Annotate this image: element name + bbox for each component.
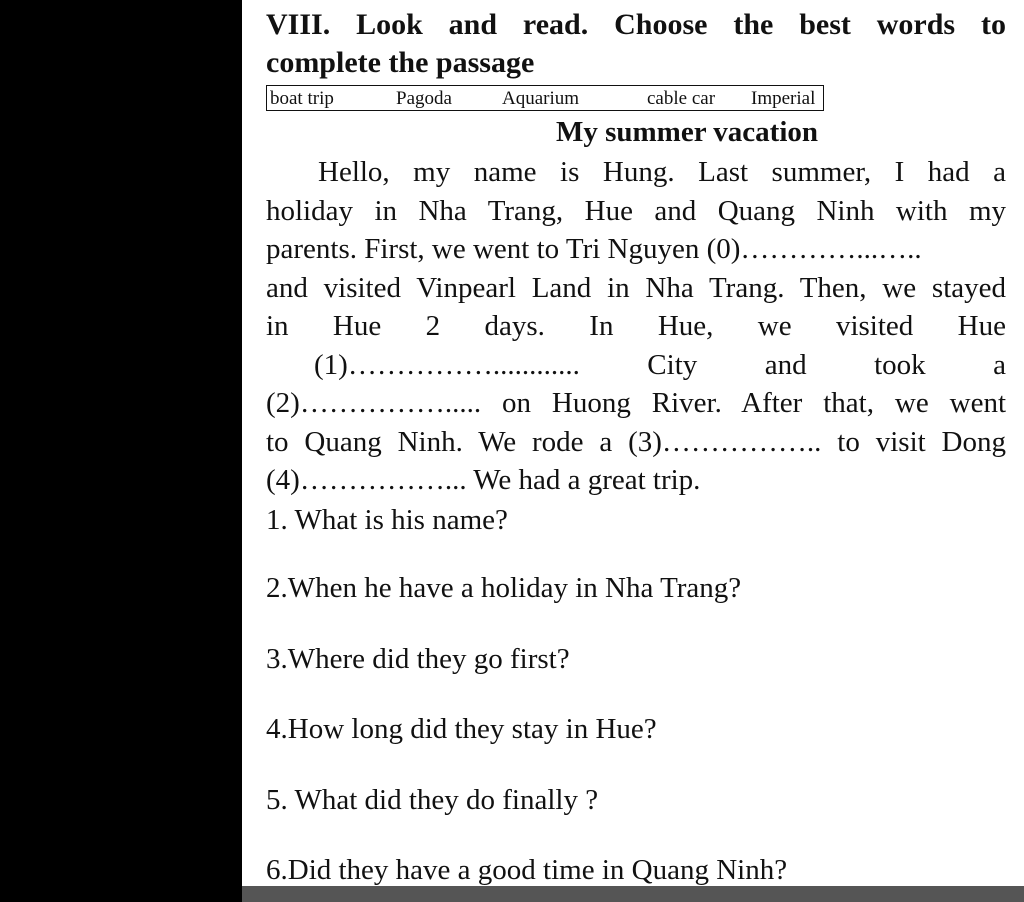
word-bank-item: boat trip: [270, 88, 334, 109]
word-bank-item: Aquarium: [502, 88, 580, 109]
question-5: 5. What did they do finally ?: [266, 784, 599, 816]
passage-line: (2)……………..... on Huong River. After that, we went: [266, 387, 1006, 419]
question-2: 2.When he have a holiday in Nha Trang?: [266, 572, 742, 604]
passage-line: parents. First, we went to Tri Nguyen (0)…………...…..: [266, 233, 922, 265]
bottom-scroll-bar: [242, 886, 1024, 902]
question-6: 6.Did they have a good time in Quang Ninh?: [266, 854, 788, 886]
exercise-title-line-2: complete the passage: [266, 46, 535, 79]
question-4: 4.How long did they stay in Hue?: [266, 713, 657, 745]
passage-line: and visited Vinpearl Land in Nha Trang. Then, we stayed: [266, 271, 1006, 304]
word-bank-item: cable car: [647, 88, 716, 109]
passage-line: holiday in Nha Trang, Hue and Quang Ninh with my: [266, 194, 1006, 227]
passage-text: [266, 153, 1006, 500]
word-bank-item: Pagoda: [396, 88, 452, 109]
exercise-title-line-1: VIII. Look and read. Choose the best words to: [266, 8, 1006, 41]
passage-line: (1)……………............ City and took a: [314, 348, 1006, 381]
passage-line: to Quang Ninh. We rode a (3)…………….. to visit Dong: [266, 425, 1006, 458]
worksheet-page: [242, 0, 1024, 886]
word-bank-item: Imperial: [751, 88, 816, 109]
passage-line: (4)……………... We had a great trip.: [266, 464, 701, 496]
question-3: 3.Where did they go first?: [266, 643, 570, 675]
passage-line: Hello, my name is Hung. Last summer, I had a: [318, 156, 1006, 188]
question-1: 1. What is his name?: [266, 504, 508, 536]
word-bank-box: [266, 85, 824, 111]
passage-title: My summer vacation: [555, 116, 819, 148]
passage-line: in Hue 2 days. In Hue, we visited Hue: [266, 310, 1006, 342]
exercise-heading: [266, 6, 1006, 82]
